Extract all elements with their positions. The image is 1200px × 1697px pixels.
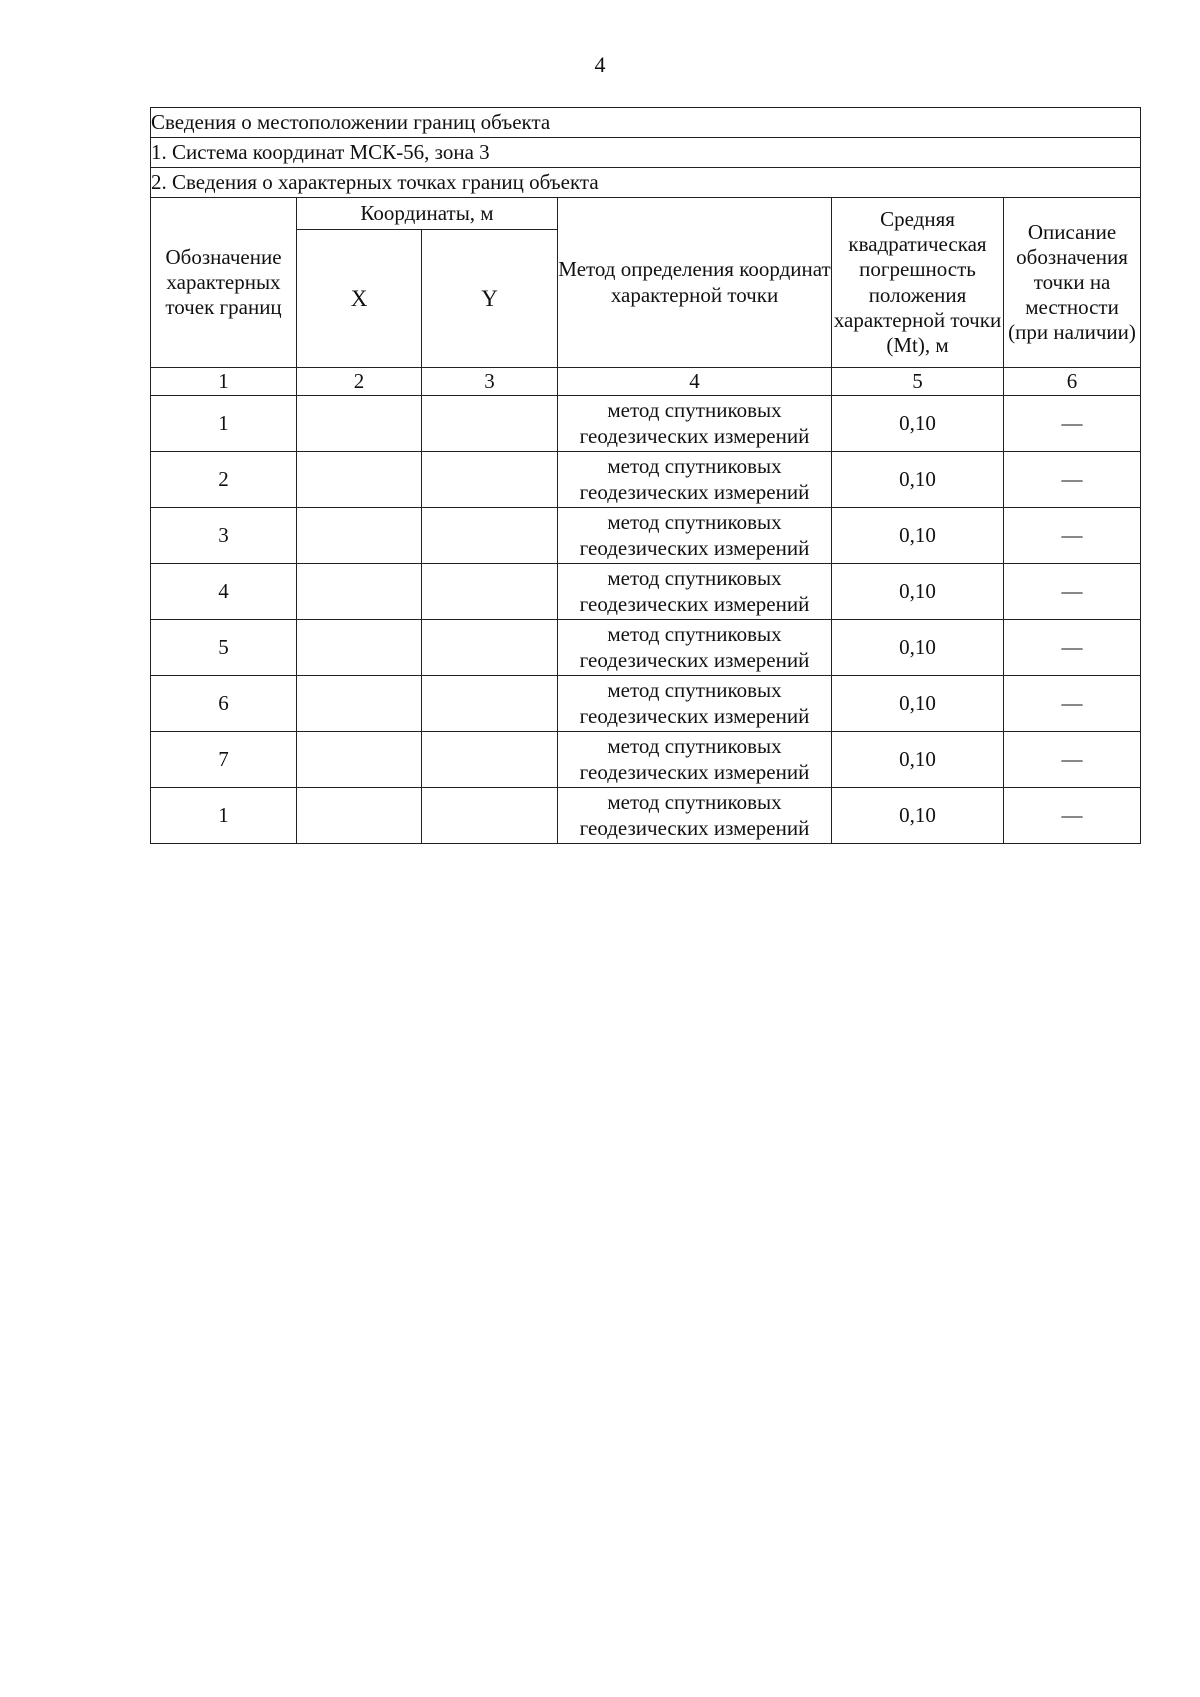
column-number: 1 — [151, 368, 297, 396]
cell-x — [297, 620, 422, 676]
cell-point: 5 — [151, 620, 297, 676]
table-row — [151, 452, 1141, 508]
cell-point: 2 — [151, 452, 297, 508]
cell-error: 0,10 — [832, 788, 1004, 844]
cell-method: метод спутниковых геодезических измерений — [558, 508, 832, 564]
cell-x — [297, 732, 422, 788]
cell-x — [297, 396, 422, 452]
cell-method: метод спутниковых геодезических измерений — [558, 732, 832, 788]
cell-x — [297, 508, 422, 564]
table-row — [151, 620, 1141, 676]
cell-error: 0,10 — [832, 508, 1004, 564]
column-number: 5 — [832, 368, 1004, 396]
column-number: 4 — [558, 368, 832, 396]
cell-description: — — [1004, 620, 1141, 676]
cell-y — [422, 564, 558, 620]
cell-point: 3 — [151, 508, 297, 564]
header-point: Обозначение характерных точек границ — [151, 198, 297, 368]
cell-y — [422, 508, 558, 564]
table-row — [151, 732, 1141, 788]
coordinate-system-title: 1. Система координат МСК-56, зона 3 — [151, 138, 1141, 168]
boundary-points-table — [150, 107, 1141, 844]
cell-x — [297, 564, 422, 620]
cell-y — [422, 396, 558, 452]
page-number: 4 — [594, 52, 606, 77]
header-x: X — [297, 230, 422, 368]
cell-x — [297, 452, 422, 508]
table-row — [151, 508, 1141, 564]
header-description: Описание обозначения точки на местности (при наличии) — [1004, 198, 1141, 368]
cell-error: 0,10 — [832, 620, 1004, 676]
points-info-row — [151, 168, 1141, 198]
cell-y — [422, 732, 558, 788]
cell-method: метод спутниковых геодезических измерений — [558, 564, 832, 620]
header-method: Метод определения координат характерной точки — [558, 198, 832, 368]
cell-x — [297, 676, 422, 732]
column-number: 6 — [1004, 368, 1141, 396]
coordinate-system-row — [151, 138, 1141, 168]
header-row — [151, 198, 1141, 230]
cell-method: метод спутниковых геодезических измерений — [558, 620, 832, 676]
cell-y — [422, 788, 558, 844]
cell-description: — — [1004, 788, 1141, 844]
cell-method: метод спутниковых геодезических измерений — [558, 788, 832, 844]
cell-point: 6 — [151, 676, 297, 732]
table-row — [151, 396, 1141, 452]
table-title: Сведения о местоположении границ объекта — [151, 108, 1141, 138]
cell-point: 4 — [151, 564, 297, 620]
cell-method: метод спутниковых геодезических измерений — [558, 676, 832, 732]
cell-description: — — [1004, 452, 1141, 508]
cell-error: 0,10 — [832, 452, 1004, 508]
cell-point: 7 — [151, 732, 297, 788]
points-info-title: 2. Сведения о характерных точках границ объекта — [151, 168, 1141, 198]
title-row — [151, 108, 1141, 138]
column-numbers-row — [151, 368, 1141, 396]
cell-error: 0,10 — [832, 396, 1004, 452]
cell-description: — — [1004, 676, 1141, 732]
header-coordinates: Координаты, м — [297, 198, 558, 230]
cell-x — [297, 788, 422, 844]
cell-y — [422, 452, 558, 508]
cell-error: 0,10 — [832, 564, 1004, 620]
table-row — [151, 564, 1141, 620]
cell-description: — — [1004, 508, 1141, 564]
cell-error: 0,10 — [832, 676, 1004, 732]
table-row — [151, 676, 1141, 732]
cell-y — [422, 676, 558, 732]
column-number: 3 — [422, 368, 558, 396]
cell-y — [422, 620, 558, 676]
header-error: Средняя квадратическая погрешность положения характерной точки (Mt), м — [832, 198, 1004, 368]
cell-description: — — [1004, 396, 1141, 452]
column-number: 2 — [297, 368, 422, 396]
cell-method: метод спутниковых геодезических измерений — [558, 396, 832, 452]
cell-point: 1 — [151, 396, 297, 452]
table-row — [151, 788, 1141, 844]
cell-description: — — [1004, 732, 1141, 788]
cell-method: метод спутниковых геодезических измерений — [558, 452, 832, 508]
cell-point: 1 — [151, 788, 297, 844]
header-y: Y — [422, 230, 558, 368]
cell-description: — — [1004, 564, 1141, 620]
cell-error: 0,10 — [832, 732, 1004, 788]
